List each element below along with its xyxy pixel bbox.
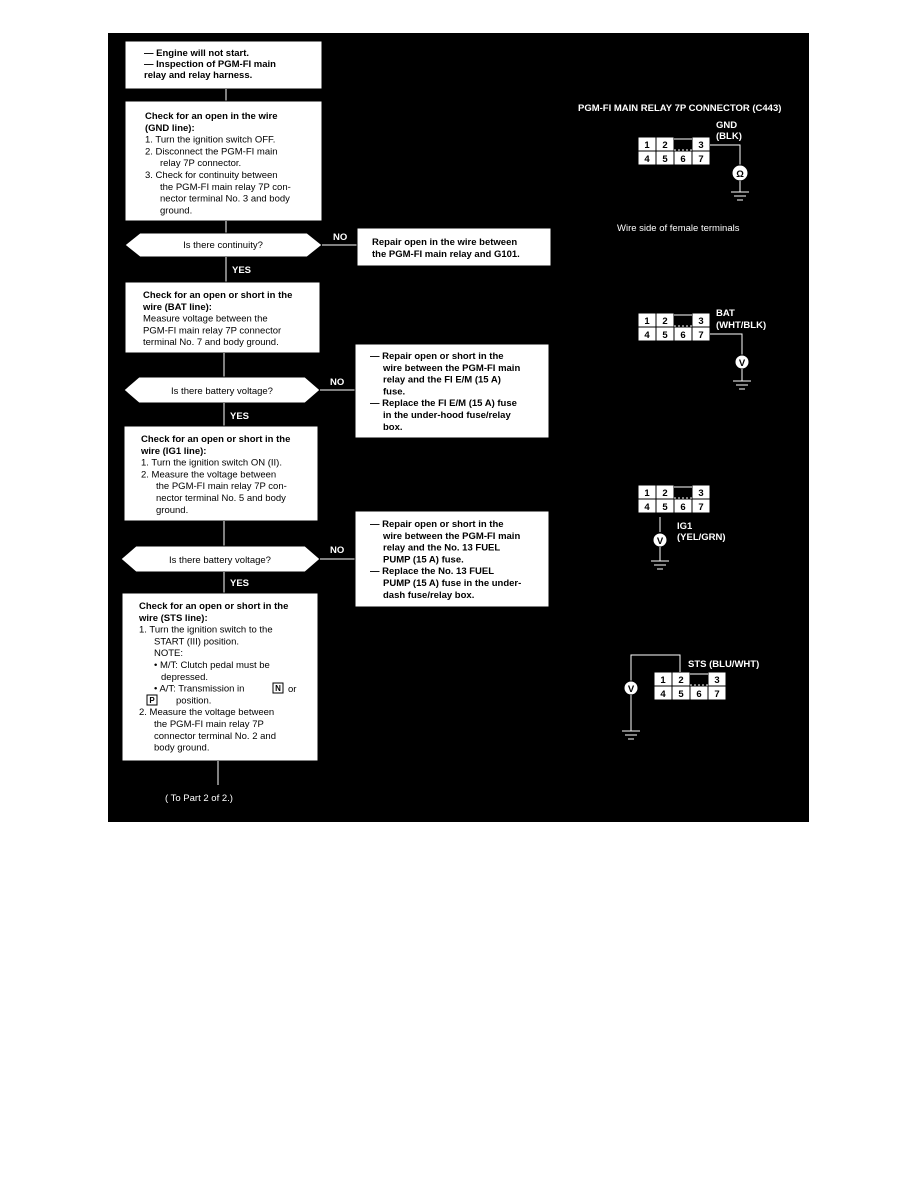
sts-label: STS (BLU/WHT)	[688, 659, 760, 670]
step2-text: Check for an open or short in the wire (BAT line): Measure voltage between the PGM-FI main relay 7P connector terminal No. 7 and body ground.	[143, 290, 293, 349]
step4-or-text: or	[288, 684, 297, 695]
step3-text: Check for an open or short in the wire (IG1 line): 1. Turn the ignition switch ON (II). 2. Measure the voltage between the PGM-FI main relay 7P con-nector terminal No. 5 and body ground.	[141, 434, 291, 516]
ig1-label-2: (YEL/GRN)	[677, 532, 726, 543]
pin-label: 5	[662, 502, 668, 513]
pin-label: 6	[680, 330, 686, 341]
pin-label: 3	[698, 488, 704, 499]
pin-label: 2	[662, 316, 668, 327]
ig1-label-1: IG1	[677, 521, 693, 532]
pin-label: 7	[714, 689, 720, 700]
ohm-symbol: Ω	[736, 169, 744, 180]
bat-label-2: (WHT/BLK)	[716, 320, 767, 331]
step1-text: Check for an open in the wire (GND line): 1. Turn the ignition switch OFF. 2. Disconnect the PGM-FI main relay 7P connector. 3. Check for continuity between the PGM-FI main relay 7P con-nector terminal No. 3 and body ground.	[145, 111, 291, 217]
key-p: P	[149, 696, 155, 705]
connector-caption: Wire side of female terminals	[617, 223, 740, 234]
no-label-2: NO	[330, 377, 345, 388]
decision-bat-voltage-text: Is there battery voltage?	[171, 386, 273, 397]
volt-symbol-sts: V	[627, 684, 635, 695]
start-text: — Engine will not start. — Inspection of PGM-FI main relay and relay harness.	[144, 48, 276, 81]
volt-symbol-ig1: V	[656, 536, 664, 547]
pin-label: 2	[662, 140, 668, 151]
pin-label: 1	[644, 316, 650, 327]
connector-ig1	[638, 485, 710, 513]
pin-label: 5	[662, 330, 668, 341]
fix2-text: — Repair open or short in the wire between the PGM-FI main relay and the FI E/M (15 A) fuse. — Replace the FI E/M (15 A) fuse in the under-hood fuse/relay box.	[370, 351, 521, 433]
volt-symbol-bat: V	[738, 358, 746, 369]
pin-label: 1	[644, 488, 650, 499]
fix1-text: Repair open in the wire between the PGM-FI main relay and G101.	[372, 237, 520, 260]
no-label-1: NO	[333, 232, 348, 243]
bat-label-1: BAT	[716, 308, 735, 319]
pin-label: 7	[698, 154, 704, 165]
fix3-text: — Repair open or short in the wire between the PGM-FI main relay and the No. 13 FUEL PUMP (15 A) fuse. — Replace the No. 13 FUEL PUMP (15 A) fuse in the under-dash fuse/relay box.	[370, 519, 522, 601]
connector-gnd	[638, 137, 710, 165]
decision-ig1-voltage-text: Is there battery voltage?	[169, 555, 271, 566]
yes-label-2: YES	[230, 411, 250, 422]
pin-label: 7	[698, 502, 704, 513]
connector-title: PGM-FI MAIN RELAY 7P CONNECTOR (C443)	[578, 103, 782, 114]
connector-bat	[638, 313, 710, 341]
pin-label: 3	[698, 140, 704, 151]
yes-label-3: YES	[230, 578, 250, 589]
pin-label: 5	[678, 689, 684, 700]
gnd-label-2: (BLK)	[716, 131, 742, 142]
pin-label: 1	[644, 140, 650, 151]
pin-label: 2	[662, 488, 668, 499]
gnd-label-1: GND	[716, 120, 738, 131]
pin-label: 3	[698, 316, 704, 327]
pin-label: 4	[644, 154, 650, 165]
pin-label: 4	[644, 330, 650, 341]
pin-label: 6	[680, 154, 686, 165]
pin-label: 5	[662, 154, 668, 165]
pin-label: 7	[698, 330, 704, 341]
connector-sts	[654, 672, 726, 700]
pin-label: 6	[696, 689, 702, 700]
pin-label: 4	[660, 689, 666, 700]
decision-continuity-text: Is there continuity?	[183, 240, 263, 251]
no-label-3: NO	[330, 545, 345, 556]
pin-label: 1	[660, 675, 666, 686]
pin-label: 2	[678, 675, 684, 686]
pin-label: 4	[644, 502, 650, 513]
pin-label: 6	[680, 502, 686, 513]
key-n: N	[275, 684, 281, 693]
step4-text: Check for an open or short in the wire (STS line): 1. Turn the ignition switch to the START (III) position. NOTE: • M/T: Clutch pedal must be depressed. • A/T: Transmission in position. 2. Measure the voltage between the PGM-FI main relay 7P connector terminal No. 2 and body ground.	[139, 601, 289, 754]
pin-label: 3	[714, 675, 720, 686]
continue-label: ( To Part 2 of 2.)	[165, 793, 233, 804]
yes-label-1: YES	[232, 265, 252, 276]
